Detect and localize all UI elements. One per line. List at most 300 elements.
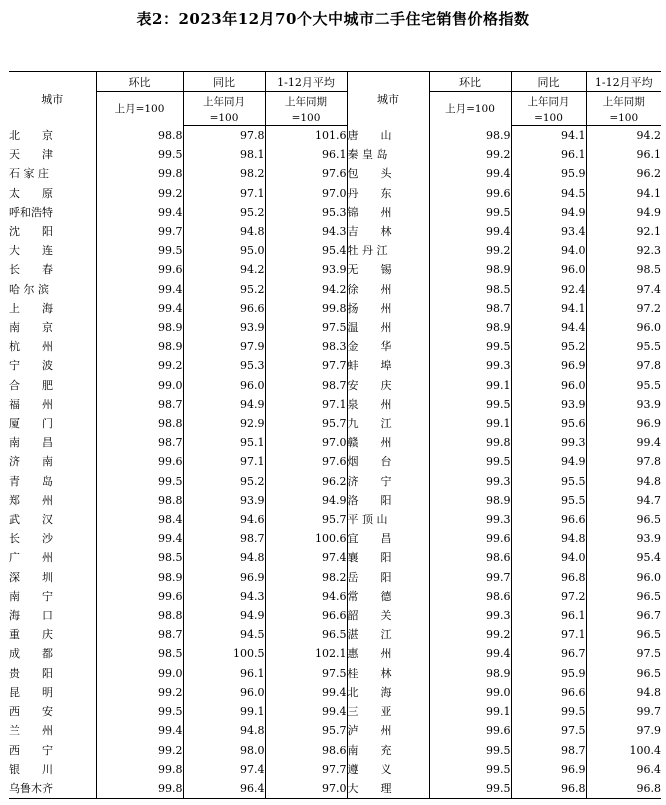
left-yoy-cell: 98.1 xyxy=(183,145,265,164)
left-avg-cell: 96.5 xyxy=(265,625,347,644)
right-yoy-cell: 96.0 xyxy=(511,376,586,395)
right-yoy-cell: 94.9 xyxy=(511,452,586,471)
right-city-cell: 桂 林 xyxy=(347,664,429,683)
left-yoy-cell: 94.8 xyxy=(183,721,265,740)
right-avg-cell: 95.4 xyxy=(636,551,661,565)
left-avg-cell: 101.6 xyxy=(265,126,347,146)
left-mom-cell: 99.2 xyxy=(96,741,183,760)
table-row xyxy=(9,472,661,491)
right-avg-cell: 94.2 xyxy=(636,129,661,142)
left-yoy-cell: 100.5 xyxy=(183,644,265,663)
right-mom-cell: 99.5 xyxy=(429,760,511,779)
right-mom-cell: 98.9 xyxy=(429,491,511,510)
mom-header-left: 环比 xyxy=(96,72,183,92)
table-row xyxy=(9,145,661,164)
right-yoy-cell: 92.4 xyxy=(511,280,586,299)
left-city-cell: 银 川 xyxy=(9,760,96,779)
left-mom-cell: 99.0 xyxy=(96,664,183,683)
right-avg-cell: 96.9 xyxy=(636,417,661,431)
right-city-cell: 无 锡 xyxy=(347,260,429,279)
right-yoy-cell: 94.0 xyxy=(511,548,586,567)
right-city-cell: 岳 阳 xyxy=(347,568,429,587)
left-mom-cell: 99.8 xyxy=(96,164,183,183)
right-city-cell: 常 德 xyxy=(347,587,429,606)
left-mom-cell: 99.7 xyxy=(96,222,183,241)
left-city-cell: 南 京 xyxy=(9,318,96,337)
left-city-cell: 大 连 xyxy=(9,241,96,260)
left-mom-cell: 98.4 xyxy=(96,510,183,529)
table-row xyxy=(9,376,661,395)
left-avg-cell: 94.2 xyxy=(265,280,347,299)
left-city-cell: 沈 阳 xyxy=(9,222,96,241)
table-row xyxy=(9,625,661,644)
table-row xyxy=(9,452,661,471)
right-avg-cell: 96.5 xyxy=(636,589,661,603)
table-row xyxy=(9,414,661,433)
right-avg-cell: 96.7 xyxy=(636,609,661,623)
avg-header-right: 1-12月平均 xyxy=(586,72,661,92)
left-avg-cell: 97.0 xyxy=(265,184,347,203)
mom-base-left: 上月=100 xyxy=(96,92,183,126)
left-mom-cell: 98.9 xyxy=(96,337,183,356)
left-avg-cell: 98.3 xyxy=(265,337,347,356)
left-avg-cell: 98.2 xyxy=(265,568,347,587)
right-city-cell: 烟 台 xyxy=(347,452,429,471)
left-yoy-cell: 96.0 xyxy=(183,376,265,395)
right-yoy-cell: 99.3 xyxy=(511,433,586,452)
left-mom-cell: 99.2 xyxy=(96,356,183,375)
left-avg-cell: 97.6 xyxy=(265,452,347,471)
right-avg-cell: 92.1 xyxy=(636,225,661,239)
left-avg-cell: 96.6 xyxy=(265,606,347,625)
right-city-cell: 济 宁 xyxy=(347,472,429,491)
table-row xyxy=(9,241,661,260)
right-yoy-cell: 97.5 xyxy=(511,721,586,740)
right-yoy-cell: 96.6 xyxy=(511,510,586,529)
right-yoy-cell: 96.9 xyxy=(511,356,586,375)
left-city-cell: 太 原 xyxy=(9,184,96,203)
right-yoy-cell: 95.5 xyxy=(511,491,586,510)
right-avg-cell: 93.9 xyxy=(636,532,661,546)
right-city-cell: 北 海 xyxy=(347,683,429,702)
avg-base-left-2: =100 xyxy=(265,111,347,126)
right-avg-cell: 96.0 xyxy=(636,321,661,335)
left-mom-cell: 99.2 xyxy=(96,184,183,203)
page-title: 表2：2023年12月70个大中城市二手住宅销售价格指数 xyxy=(136,10,530,28)
left-mom-cell: 98.8 xyxy=(96,606,183,625)
right-avg-cell: 96.2 xyxy=(636,167,661,181)
right-yoy-cell: 94.1 xyxy=(511,126,586,146)
right-avg-cell: 96.4 xyxy=(636,762,661,776)
right-avg-cell: 94.8 xyxy=(636,474,661,488)
left-city-cell: 合 肥 xyxy=(9,376,96,395)
right-yoy-cell: 97.2 xyxy=(511,587,586,606)
right-mom-cell: 99.3 xyxy=(429,606,511,625)
left-city-cell: 乌鲁木齐 xyxy=(9,779,96,799)
left-mom-cell: 99.6 xyxy=(96,587,183,606)
header-row-2 xyxy=(9,92,661,112)
right-city-cell: 宜 昌 xyxy=(347,529,429,548)
right-yoy-cell: 95.6 xyxy=(511,414,586,433)
left-avg-cell: 97.5 xyxy=(265,664,347,683)
left-city-cell: 海 口 xyxy=(9,606,96,625)
right-yoy-cell: 96.1 xyxy=(511,145,586,164)
left-yoy-cell: 94.6 xyxy=(183,510,265,529)
table-row xyxy=(9,184,661,203)
city-header-left: 城市 xyxy=(9,72,96,126)
left-yoy-cell: 94.9 xyxy=(183,606,265,625)
right-city-cell: 襄 阳 xyxy=(347,548,429,567)
table-row xyxy=(9,683,661,702)
right-yoy-cell: 96.9 xyxy=(511,760,586,779)
left-city-cell: 呼和浩特 xyxy=(9,203,96,222)
table-row xyxy=(9,164,661,183)
left-yoy-cell: 96.0 xyxy=(183,683,265,702)
table-row xyxy=(9,337,661,356)
left-city-cell: 成 都 xyxy=(9,644,96,663)
right-yoy-cell: 95.5 xyxy=(511,472,586,491)
left-mom-cell: 99.4 xyxy=(96,299,183,318)
left-avg-cell: 95.4 xyxy=(265,241,347,260)
right-city-cell: 安 庆 xyxy=(347,376,429,395)
left-city-cell: 深 圳 xyxy=(9,568,96,587)
table-row xyxy=(9,721,661,740)
right-avg-cell: 93.9 xyxy=(636,397,661,411)
mom-base-right: 上月=100 xyxy=(429,92,511,126)
left-mom-cell: 99.8 xyxy=(96,760,183,779)
right-mom-cell: 99.3 xyxy=(429,510,511,529)
right-mom-cell: 99.1 xyxy=(429,376,511,395)
right-city-cell: 九 江 xyxy=(347,414,429,433)
left-avg-cell: 97.7 xyxy=(265,760,347,779)
right-avg-cell: 97.8 xyxy=(636,455,661,469)
right-mom-cell: 99.3 xyxy=(429,472,511,491)
right-yoy-cell: 96.8 xyxy=(511,779,586,799)
left-yoy-cell: 95.2 xyxy=(183,472,265,491)
left-mom-cell: 99.2 xyxy=(96,683,183,702)
right-yoy-cell: 96.6 xyxy=(511,683,586,702)
right-mom-cell: 98.5 xyxy=(429,280,511,299)
right-city-cell: 湛 江 xyxy=(347,625,429,644)
left-mom-cell: 99.4 xyxy=(96,721,183,740)
table-row xyxy=(9,587,661,606)
right-city-cell: 遵 义 xyxy=(347,760,429,779)
left-city-cell: 重 庆 xyxy=(9,625,96,644)
left-city-cell: 天 津 xyxy=(9,145,96,164)
left-city-cell: 兰 州 xyxy=(9,721,96,740)
left-avg-cell: 95.7 xyxy=(265,510,347,529)
right-yoy-cell: 96.8 xyxy=(511,568,586,587)
right-yoy-cell: 94.8 xyxy=(511,529,586,548)
left-avg-cell: 96.2 xyxy=(265,472,347,491)
right-city-cell: 包 头 xyxy=(347,164,429,183)
left-yoy-cell: 92.9 xyxy=(183,414,265,433)
left-avg-cell: 97.4 xyxy=(265,548,347,567)
left-avg-cell: 97.5 xyxy=(265,318,347,337)
left-yoy-cell: 96.4 xyxy=(183,779,265,799)
right-city-cell: 吉 林 xyxy=(347,222,429,241)
yoy-header-right: 同比 xyxy=(511,72,586,92)
left-yoy-cell: 98.2 xyxy=(183,164,265,183)
left-mom-cell: 99.4 xyxy=(96,280,183,299)
right-yoy-cell: 94.5 xyxy=(511,184,586,203)
right-mom-cell: 99.6 xyxy=(429,529,511,548)
left-yoy-cell: 95.1 xyxy=(183,433,265,452)
right-city-cell: 泉 州 xyxy=(347,395,429,414)
left-city-cell: 南 宁 xyxy=(9,587,96,606)
table-row xyxy=(9,529,661,548)
right-avg-cell: 99.4 xyxy=(636,436,661,450)
left-yoy-cell: 94.8 xyxy=(183,222,265,241)
right-yoy-cell: 96.1 xyxy=(511,606,586,625)
left-city-cell: 长 沙 xyxy=(9,529,96,548)
table-row xyxy=(9,491,661,510)
table-row xyxy=(9,222,661,241)
left-yoy-cell: 94.9 xyxy=(183,395,265,414)
left-city-cell: 杭 州 xyxy=(9,337,96,356)
right-avg-cell: 95.5 xyxy=(636,340,661,354)
left-yoy-cell: 95.3 xyxy=(183,356,265,375)
left-yoy-cell: 94.5 xyxy=(183,625,265,644)
left-city-cell: 南 昌 xyxy=(9,433,96,452)
left-yoy-cell: 94.3 xyxy=(183,587,265,606)
left-mom-cell: 98.7 xyxy=(96,433,183,452)
table-row xyxy=(9,299,661,318)
right-mom-cell: 99.5 xyxy=(429,452,511,471)
right-avg-cell: 97.9 xyxy=(636,724,661,738)
left-mom-cell: 98.5 xyxy=(96,548,183,567)
left-city-cell: 福 州 xyxy=(9,395,96,414)
left-yoy-cell: 95.2 xyxy=(183,203,265,222)
yoy-header-left: 同比 xyxy=(183,72,265,92)
left-mom-cell: 99.5 xyxy=(96,241,183,260)
left-mom-cell: 98.9 xyxy=(96,568,183,587)
right-city-cell: 温 州 xyxy=(347,318,429,337)
right-avg-cell: 94.9 xyxy=(636,205,661,219)
left-avg-cell: 95.3 xyxy=(265,203,347,222)
table-row xyxy=(9,664,661,683)
right-avg-cell: 100.4 xyxy=(629,743,661,757)
right-mom-cell: 99.1 xyxy=(429,414,511,433)
table-row xyxy=(9,741,661,760)
left-avg-cell: 93.9 xyxy=(265,260,347,279)
left-yoy-cell: 96.6 xyxy=(183,299,265,318)
left-city-cell: 上 海 xyxy=(9,299,96,318)
right-mom-cell: 99.3 xyxy=(429,356,511,375)
left-mom-cell: 99.6 xyxy=(96,452,183,471)
right-mom-cell: 99.8 xyxy=(429,433,511,452)
right-yoy-cell: 93.9 xyxy=(511,395,586,414)
right-avg-cell: 96.1 xyxy=(636,148,661,162)
right-avg-cell: 94.1 xyxy=(636,186,661,200)
right-avg-cell: 96.0 xyxy=(636,570,661,584)
left-avg-cell: 102.1 xyxy=(265,644,347,663)
left-yoy-cell: 99.1 xyxy=(183,702,265,721)
right-city-cell: 秦 皇 岛 xyxy=(347,145,429,164)
table-row xyxy=(9,395,661,414)
table-row xyxy=(9,760,661,779)
left-city-cell: 青 岛 xyxy=(9,472,96,491)
right-yoy-cell: 95.2 xyxy=(511,337,586,356)
right-mom-cell: 99.6 xyxy=(429,721,511,740)
left-avg-cell: 97.7 xyxy=(265,356,347,375)
table-row xyxy=(9,433,661,452)
right-city-cell: 洛 阳 xyxy=(347,491,429,510)
table-row xyxy=(9,548,661,567)
table-row xyxy=(9,356,661,375)
right-mom-cell: 98.9 xyxy=(429,126,511,146)
left-city-cell: 武 汉 xyxy=(9,510,96,529)
left-mom-cell: 98.7 xyxy=(96,625,183,644)
right-avg-cell: 94.8 xyxy=(636,685,661,699)
left-avg-cell: 100.6 xyxy=(265,529,347,548)
right-avg-cell: 96.5 xyxy=(636,628,661,642)
table-row xyxy=(9,126,661,146)
left-avg-cell: 97.0 xyxy=(265,433,347,452)
right-city-cell: 锦 州 xyxy=(347,203,429,222)
left-yoy-cell: 96.1 xyxy=(183,664,265,683)
right-city-cell: 蚌 埠 xyxy=(347,356,429,375)
table-row xyxy=(9,606,661,625)
left-city-cell: 哈 尔 滨 xyxy=(9,280,96,299)
left-city-cell: 西 安 xyxy=(9,702,96,721)
left-city-cell: 西 宁 xyxy=(9,741,96,760)
right-city-cell: 唐 山 xyxy=(347,126,429,146)
right-city-cell: 赣 州 xyxy=(347,433,429,452)
left-avg-cell: 99.4 xyxy=(265,702,347,721)
left-yoy-cell: 97.1 xyxy=(183,452,265,471)
table-row xyxy=(9,203,661,222)
left-mom-cell: 98.8 xyxy=(96,491,183,510)
right-avg-cell: 95.5 xyxy=(636,378,661,392)
left-city-cell: 贵 阳 xyxy=(9,664,96,683)
right-avg-cell: 97.4 xyxy=(636,282,661,296)
right-city-cell: 大 理 xyxy=(347,779,429,799)
right-yoy-cell: 95.9 xyxy=(511,664,586,683)
avg-base-right-2: =100 xyxy=(586,111,661,126)
left-avg-cell: 94.6 xyxy=(265,587,347,606)
right-avg-cell: 96.5 xyxy=(636,666,661,680)
right-mom-cell: 98.7 xyxy=(429,299,511,318)
right-city-cell: 韶 关 xyxy=(347,606,429,625)
right-mom-cell: 99.5 xyxy=(429,203,511,222)
left-mom-cell: 99.0 xyxy=(96,376,183,395)
left-avg-cell: 96.1 xyxy=(265,145,347,164)
right-avg-cell: 99.7 xyxy=(636,705,661,719)
right-yoy-cell: 93.4 xyxy=(511,222,586,241)
right-mom-cell: 99.4 xyxy=(429,222,511,241)
left-avg-cell: 99.8 xyxy=(265,299,347,318)
right-yoy-cell: 97.1 xyxy=(511,625,586,644)
right-yoy-cell: 99.5 xyxy=(511,702,586,721)
right-mom-cell: 99.1 xyxy=(429,702,511,721)
right-yoy-cell: 95.9 xyxy=(511,164,586,183)
right-city-cell: 泸 州 xyxy=(347,721,429,740)
left-mom-cell: 99.4 xyxy=(96,203,183,222)
right-mom-cell: 99.5 xyxy=(429,337,511,356)
left-yoy-cell: 94.2 xyxy=(183,260,265,279)
left-yoy-cell: 94.8 xyxy=(183,548,265,567)
avg-base-left-1: 上年同期 xyxy=(265,92,347,112)
right-yoy-cell: 94.0 xyxy=(511,241,586,260)
right-city-cell: 金 华 xyxy=(347,337,429,356)
avg-base-right-1: 上年同期 xyxy=(602,96,645,108)
yoy-base-right-2: =100 xyxy=(511,111,586,126)
left-avg-cell: 94.3 xyxy=(265,222,347,241)
right-avg-cell: 96.5 xyxy=(636,513,661,527)
left-mom-cell: 99.5 xyxy=(96,702,183,721)
left-avg-cell: 97.0 xyxy=(265,779,347,799)
right-mom-cell: 99.5 xyxy=(429,779,511,799)
table-row xyxy=(9,510,661,529)
left-mom-cell: 99.6 xyxy=(96,260,183,279)
right-city-cell: 牡 丹 江 xyxy=(347,241,429,260)
right-yoy-cell: 94.9 xyxy=(511,203,586,222)
left-yoy-cell: 97.9 xyxy=(183,337,265,356)
left-avg-cell: 98.7 xyxy=(265,376,347,395)
city-header-right: 城市 xyxy=(347,72,429,126)
left-yoy-cell: 95.2 xyxy=(183,280,265,299)
left-mom-cell: 99.4 xyxy=(96,529,183,548)
right-yoy-cell: 94.1 xyxy=(511,299,586,318)
left-mom-cell: 98.5 xyxy=(96,644,183,663)
right-mom-cell: 99.2 xyxy=(429,145,511,164)
right-mom-cell: 98.6 xyxy=(429,587,511,606)
right-city-cell: 丹 东 xyxy=(347,184,429,203)
left-yoy-cell: 97.4 xyxy=(183,760,265,779)
table-row xyxy=(9,568,661,587)
right-mom-cell: 99.2 xyxy=(429,241,511,260)
right-mom-cell: 99.4 xyxy=(429,644,511,663)
left-city-cell: 郑 州 xyxy=(9,491,96,510)
left-mom-cell: 98.8 xyxy=(96,126,183,146)
yoy-base-left-1: 上年同月 xyxy=(183,92,265,112)
right-city-cell: 三 亚 xyxy=(347,702,429,721)
left-avg-cell: 99.4 xyxy=(265,683,347,702)
left-mom-cell: 99.5 xyxy=(96,472,183,491)
left-mom-cell: 98.7 xyxy=(96,395,183,414)
left-avg-cell: 97.1 xyxy=(265,395,347,414)
yoy-base-left-2: =100 xyxy=(183,111,265,126)
left-city-cell: 广 州 xyxy=(9,548,96,567)
right-mom-cell: 99.4 xyxy=(429,164,511,183)
left-yoy-cell: 95.0 xyxy=(183,241,265,260)
right-avg-cell: 97.5 xyxy=(636,647,661,661)
right-city-cell: 徐 州 xyxy=(347,280,429,299)
left-yoy-cell: 98.0 xyxy=(183,741,265,760)
right-mom-cell: 99.5 xyxy=(429,395,511,414)
table-row xyxy=(9,702,661,721)
left-avg-cell: 94.9 xyxy=(265,491,347,510)
right-yoy-cell: 94.4 xyxy=(511,318,586,337)
right-avg-cell: 97.2 xyxy=(636,301,661,315)
left-city-cell: 厦 门 xyxy=(9,414,96,433)
left-avg-cell: 98.6 xyxy=(265,741,347,760)
table-row xyxy=(9,280,661,299)
right-mom-cell: 99.0 xyxy=(429,683,511,702)
table-row xyxy=(9,318,661,337)
right-avg-cell: 92.3 xyxy=(636,244,661,258)
left-city-cell: 昆 明 xyxy=(9,683,96,702)
left-city-cell: 长 春 xyxy=(9,260,96,279)
left-city-cell: 宁 波 xyxy=(9,356,96,375)
left-mom-cell: 99.8 xyxy=(96,779,183,799)
right-mom-cell: 98.9 xyxy=(429,318,511,337)
right-yoy-cell: 96.0 xyxy=(511,260,586,279)
right-mom-cell: 98.9 xyxy=(429,260,511,279)
right-yoy-cell: 96.7 xyxy=(511,644,586,663)
left-yoy-cell: 93.9 xyxy=(183,491,265,510)
